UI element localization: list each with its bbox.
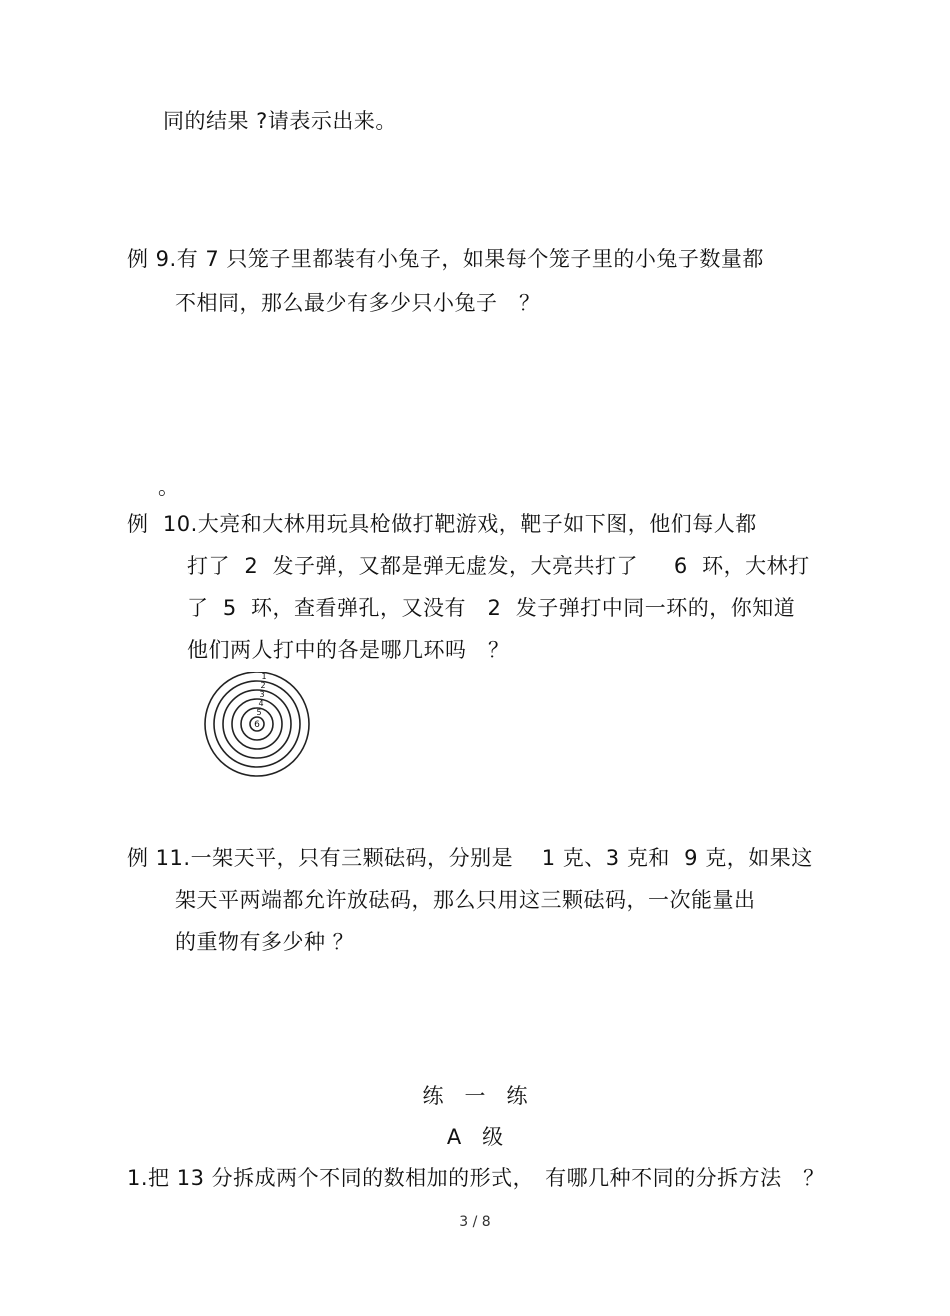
practice-title: 练 一 练	[422, 1084, 528, 1108]
example-10-line-3: 了 5 环，查看弹孔，又没有 2 发子弹打中同一环的，你知道	[187, 596, 796, 620]
example-10-line-4: 他们两人打中的各是哪几环吗 ？	[187, 638, 510, 662]
ring-label-1: 1	[261, 672, 267, 681]
example-9-line-2: 不相同，那么最少有多少只小兔子 ？	[175, 291, 541, 315]
ring-label-3: 3	[259, 690, 265, 699]
ring-label-4: 4	[258, 699, 264, 708]
page-number: 3 / 8	[459, 1214, 491, 1230]
continued-text: 同的结果 ?请表示出来。	[163, 109, 397, 133]
example-10-line-2: 打了 2 发子弹，又都是弹无虚发，大亮共打了 6 环，大林打	[187, 554, 810, 578]
example-11-line-3: 的重物有多少种 ？	[175, 930, 355, 954]
level-heading: A 级	[446, 1125, 504, 1149]
ring-label-6: 6	[254, 720, 260, 730]
stray-mark: 。	[158, 475, 180, 499]
example-10-line-1: 例 10.大亮和大林用玩具枪做打靶游戏，靶子如下图，他们每人都	[127, 512, 757, 536]
question-1: 1.把 13 分拆成两个不同的数相加的形式， 有哪几种不同的分拆方法 ？	[127, 1166, 825, 1190]
ring-label-2: 2	[260, 681, 266, 690]
example-9-line-1: 例 9.有 7 只笼子里都装有小兔子，如果每个笼子里的小兔子数量都	[127, 247, 764, 271]
example-11-line-2: 架天平两端都允许放砝码，那么只用这三颗砝码，一次能量出	[175, 888, 756, 912]
ring-label-5: 5	[256, 708, 262, 717]
example-11-line-1: 例 11.一架天平，只有三颗砝码，分别是 1 克、3 克和 9 克，如果这	[127, 846, 813, 870]
target-figure	[200, 672, 316, 778]
